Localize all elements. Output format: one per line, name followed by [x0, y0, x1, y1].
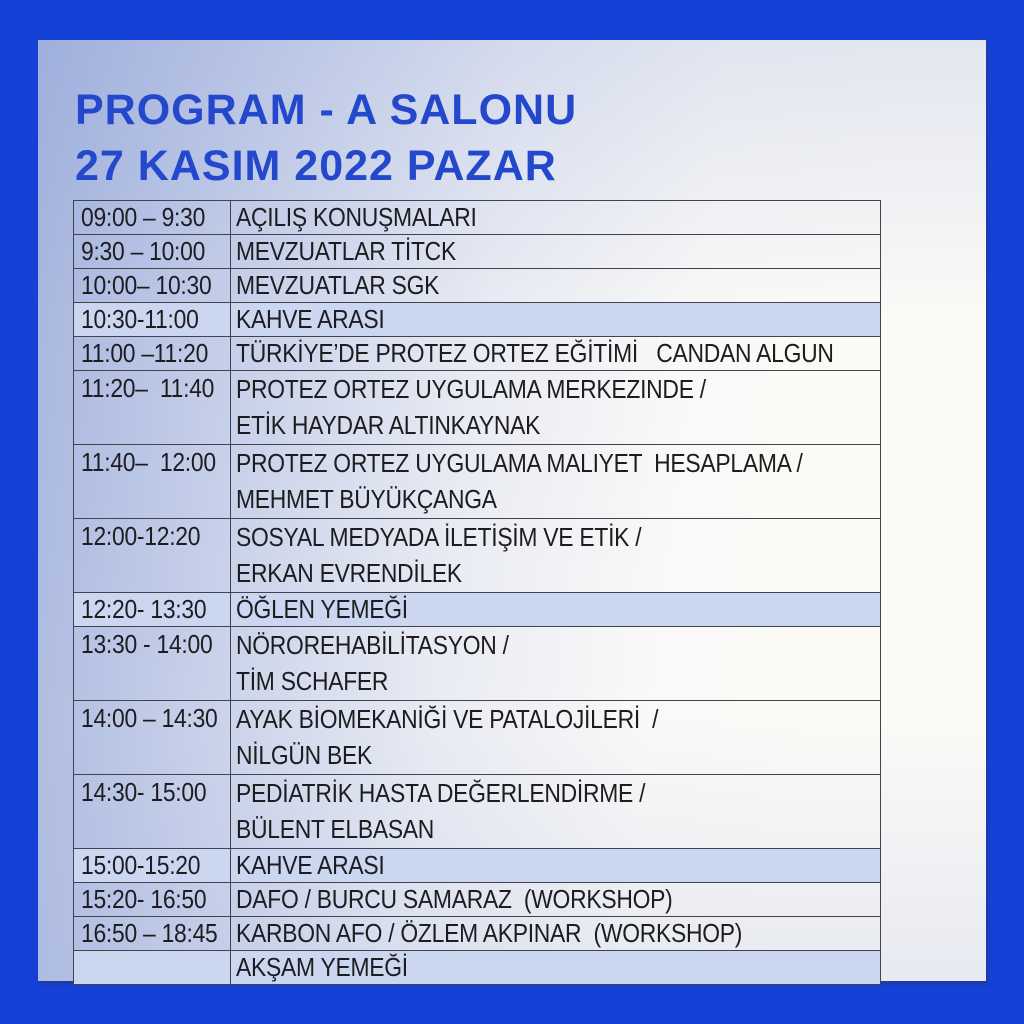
session-text: ÖĞLEN YEMEĞİ	[236, 594, 408, 624]
table-row	[74, 269, 880, 303]
session-text: AYAK BİOMEKANİĞİ VE PATALOJİLERİ /	[236, 703, 659, 734]
session-text: PROTEZ ORTEZ UYGULAMA MALIYET HESAPLAMA /	[236, 447, 803, 478]
time-text: 11:40– 12:00	[81, 447, 216, 477]
title-line-salon: PROGRAM - A SALONU	[75, 86, 578, 134]
time-cell	[74, 849, 231, 882]
time-cell	[74, 917, 231, 950]
table-row	[74, 371, 880, 445]
session-cell	[231, 627, 880, 700]
time-cell	[74, 951, 231, 984]
table-row	[74, 951, 880, 984]
session-text: MEVZUATLAR SGK	[236, 270, 440, 300]
time-cell	[74, 627, 231, 700]
time-text: 10:00– 10:30	[81, 270, 212, 300]
time-cell	[74, 701, 231, 774]
time-text: 14:00 – 14:30	[81, 703, 218, 733]
time-text: 10:30-11:00	[81, 304, 199, 334]
table-row	[74, 337, 880, 371]
session-text: KAHVE ARASI	[236, 304, 385, 334]
table-row	[74, 445, 880, 519]
time-text: 12:00-12:20	[81, 521, 201, 551]
time-cell	[74, 269, 231, 302]
session-text: KAHVE ARASI	[236, 850, 385, 880]
table-row	[74, 883, 880, 917]
time-cell	[74, 371, 231, 444]
time-cell	[74, 201, 231, 234]
time-cell	[74, 337, 231, 370]
session-cell	[231, 201, 880, 234]
schedule-table	[73, 200, 881, 985]
session-cell	[231, 371, 880, 444]
table-row	[74, 593, 880, 627]
table-row	[74, 775, 880, 849]
time-text: 15:00-15:20	[81, 850, 201, 880]
session-cell	[231, 883, 880, 916]
time-text: 16:50 – 18:45	[81, 918, 218, 948]
session-text: SOSYAL MEDYADA İLETİŞİM VE ETİK /	[236, 521, 642, 552]
time-text: 09:00 – 9:30	[81, 202, 206, 232]
session-text: ERKAN EVRENDİLEK	[236, 558, 462, 589]
time-text: 11:20– 11:40	[81, 373, 215, 403]
table-row	[74, 235, 880, 269]
table-row	[74, 917, 880, 951]
time-text: 12:20- 13:30	[81, 594, 207, 624]
session-text: AKŞAM YEMEĞİ	[236, 952, 408, 982]
time-cell	[74, 775, 231, 848]
table-row	[74, 201, 880, 235]
table-row	[74, 519, 880, 593]
time-text: 9:30 – 10:00	[81, 236, 206, 266]
session-text: AÇILIŞ KONUŞMALARI	[236, 202, 477, 232]
time-text: 13:30 - 14:00	[81, 629, 213, 659]
session-text: TİM SCHAFER	[236, 666, 389, 697]
session-cell	[231, 701, 880, 774]
page-title	[75, 82, 577, 194]
session-text: MEHMET BÜYÜKÇANGA	[236, 484, 497, 515]
session-cell	[231, 593, 880, 626]
time-cell	[74, 445, 231, 518]
session-cell	[231, 519, 880, 592]
session-text: BÜLENT ELBASAN	[236, 814, 435, 845]
time-cell	[74, 883, 231, 916]
table-row	[74, 627, 880, 701]
session-cell	[231, 337, 880, 370]
session-cell	[231, 775, 880, 848]
session-cell	[231, 917, 880, 950]
program-poster-panel	[38, 40, 986, 981]
session-cell	[231, 445, 880, 518]
session-text: DAFO / BURCU SAMARAZ (WORKSHOP)	[236, 884, 673, 914]
session-text: PEDİATRİK HASTA DEĞERLENDİRME /	[236, 777, 646, 808]
table-row	[74, 303, 880, 337]
session-text: KARBON AFO / ÖZLEM AKPINAR (WORKSHOP)	[236, 918, 743, 948]
session-cell	[231, 849, 880, 882]
session-cell	[231, 269, 880, 302]
session-cell	[231, 303, 880, 336]
time-text: 11:00 –11:20	[81, 338, 209, 368]
session-cell	[231, 235, 880, 268]
time-cell	[74, 303, 231, 336]
table-row	[74, 849, 880, 883]
session-text: MEVZUATLAR TİTCK	[236, 236, 456, 266]
time-cell	[74, 235, 231, 268]
time-text: 14:30- 15:00	[81, 777, 207, 807]
table-row	[74, 701, 880, 775]
time-text: 15:20- 16:50	[81, 884, 207, 914]
session-text: NİLGÜN BEK	[236, 740, 372, 771]
session-text: PROTEZ ORTEZ UYGULAMA MERKEZINDE /	[236, 373, 706, 404]
session-text: TÜRKİYE’DE PROTEZ ORTEZ EĞİTİMİ CANDAN ALGUN	[236, 338, 834, 368]
session-cell	[231, 951, 880, 984]
title-line-date: 27 KASIM 2022 PAZAR	[75, 142, 557, 190]
time-cell	[74, 593, 231, 626]
session-text: NÖROREHABİLİTASYON /	[236, 629, 509, 660]
time-cell	[74, 519, 231, 592]
session-text: ETİK HAYDAR ALTINKAYNAK	[236, 410, 541, 441]
